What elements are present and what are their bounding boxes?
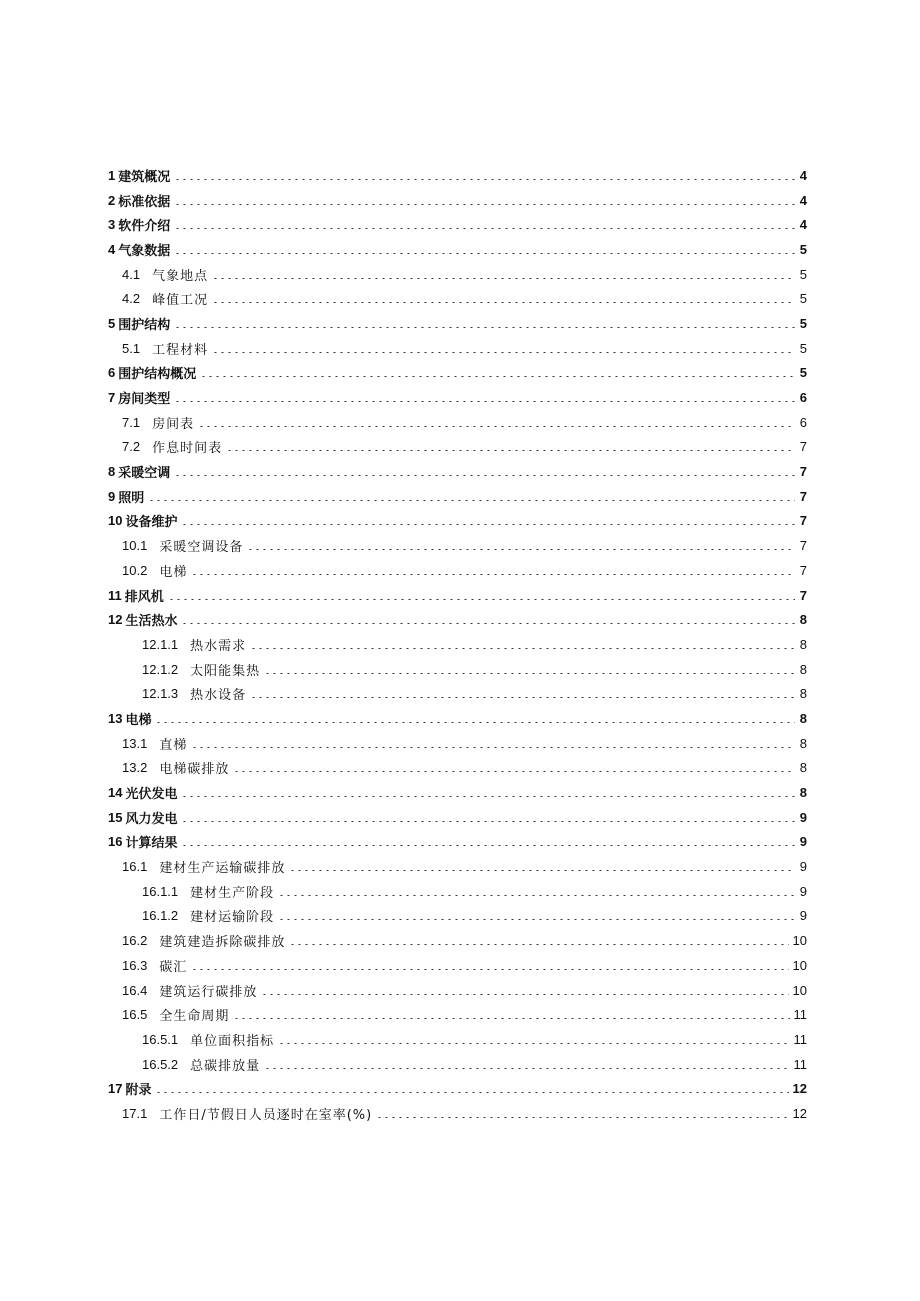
toc-entry-page-number: 5	[799, 266, 807, 282]
dot-leader	[376, 1117, 788, 1118]
toc-entry[interactable]	[0, 632, 920, 657]
dot-leader	[181, 821, 795, 822]
toc-entry-number: 14	[108, 785, 123, 801]
toc-entry[interactable]	[0, 336, 920, 361]
toc-entry-title: 作息时间表	[152, 441, 223, 457]
toc-entry[interactable]	[0, 509, 920, 534]
dot-leader	[278, 895, 795, 896]
toc-entry[interactable]	[0, 657, 920, 682]
toc-entry-title: 计算结果	[125, 836, 178, 852]
toc-entry-title: 电梯	[159, 564, 188, 580]
toc-entry[interactable]	[0, 805, 920, 830]
dot-leader	[155, 1092, 788, 1093]
toc-entry-title: 附录	[125, 1083, 152, 1099]
dot-leader	[261, 994, 788, 995]
toc-entry-title: 单位面积指标	[190, 1033, 275, 1049]
dot-leader	[191, 574, 795, 575]
dot-leader	[212, 352, 795, 353]
toc-entry-number: 13.1	[122, 735, 148, 751]
toc-entry-page-number: 9	[799, 859, 807, 875]
toc-entry-page-number: 9	[799, 883, 807, 899]
toc-entry-number: 13.2	[122, 760, 148, 776]
toc-entry-title: 建筑运行碳排放	[159, 984, 258, 1000]
toc-entry-number: 4.1	[122, 266, 141, 282]
toc-entry[interactable]	[0, 854, 920, 879]
toc-entry-number: 5.1	[122, 340, 141, 356]
toc-entry-number: 1	[108, 167, 116, 183]
toc-entry-title: 房间表	[152, 416, 195, 432]
dot-leader	[168, 599, 795, 600]
dot-leader	[198, 426, 795, 427]
toc-entry-page-number: 8	[799, 710, 807, 726]
toc-entry-title: 围护结构	[118, 317, 171, 333]
toc-entry-page-number: 7	[799, 488, 807, 504]
toc-entry-number: 4.2	[122, 291, 141, 307]
toc-entry[interactable]	[0, 286, 920, 311]
dot-leader	[174, 228, 795, 229]
toc-entry[interactable]	[0, 435, 920, 460]
toc-entry-page-number: 8	[799, 686, 807, 702]
toc-entry-number: 16.1.2	[142, 908, 179, 924]
toc-entry-page-number: 7	[799, 439, 807, 455]
toc-entry[interactable]	[0, 1027, 920, 1052]
dot-leader	[174, 253, 795, 254]
toc-entry[interactable]	[0, 311, 920, 336]
toc-entry-title: 峰值工况	[152, 293, 209, 309]
toc-entry[interactable]	[0, 681, 920, 706]
dot-leader	[226, 450, 795, 451]
toc-entry[interactable]	[0, 385, 920, 410]
toc-entry-page-number: 9	[799, 834, 807, 850]
toc-entry-title: 建筑建造拆除碳排放	[159, 935, 286, 951]
dot-leader	[174, 475, 795, 476]
toc-entry[interactable]	[0, 904, 920, 929]
toc-entry-page-number: 5	[799, 365, 807, 381]
toc-entry-title: 直梯	[159, 737, 188, 753]
toc-entry[interactable]	[0, 731, 920, 756]
toc-entry-number: 12	[108, 612, 123, 628]
toc-entry-page-number: 8	[799, 636, 807, 652]
toc-entry[interactable]	[0, 163, 920, 188]
toc-entry-title: 标准依据	[118, 194, 171, 210]
toc-entry[interactable]	[0, 459, 920, 484]
toc-entry-page-number: 11	[793, 1007, 807, 1023]
toc-entry[interactable]	[0, 879, 920, 904]
toc-entry-page-number: 10	[792, 933, 807, 949]
toc-entry-page-number: 8	[799, 661, 807, 677]
dot-leader	[212, 302, 795, 303]
toc-entry-page-number: 7	[799, 464, 807, 480]
toc-entry-number: 16.5	[122, 1007, 148, 1023]
toc-entry-title: 排风机	[124, 589, 164, 605]
toc-entry-number: 11	[108, 587, 122, 603]
toc-entry-number: 12.1.3	[142, 686, 179, 702]
toc-entry[interactable]	[0, 928, 920, 953]
toc-entry[interactable]	[0, 1076, 920, 1101]
dot-leader	[278, 919, 795, 920]
toc-entry[interactable]	[0, 361, 920, 386]
toc-entry-number: 3	[108, 217, 116, 233]
dot-leader	[247, 549, 795, 550]
dot-leader	[181, 524, 795, 525]
toc-entry-number: 2	[108, 192, 116, 208]
toc-entry-number: 10.2	[122, 562, 148, 578]
toc-entry-number: 16.1.1	[142, 883, 179, 899]
toc-entry-title: 软件介绍	[118, 219, 171, 235]
dot-leader	[233, 1018, 789, 1019]
toc-entry-number: 9	[108, 488, 116, 504]
toc-entry-number: 12.1.2	[142, 661, 179, 677]
toc-entry-number: 15	[108, 809, 123, 825]
dot-leader	[289, 944, 788, 945]
dot-leader	[191, 969, 788, 970]
dot-leader	[264, 673, 795, 674]
toc-entry-title: 热水设备	[190, 688, 247, 704]
toc-entry[interactable]	[0, 237, 920, 262]
toc-entry-page-number: 6	[799, 414, 807, 430]
toc-entry-number: 10	[108, 513, 123, 529]
toc-entry-title: 照明	[118, 490, 145, 506]
toc-entry-page-number: 5	[799, 241, 807, 257]
toc-entry[interactable]	[0, 484, 920, 509]
toc-entry-page-number: 4	[799, 192, 807, 208]
dot-leader	[174, 401, 795, 402]
toc-entry-number: 17	[108, 1081, 123, 1097]
dot-leader	[264, 1068, 789, 1069]
toc-entry-page-number: 4	[799, 167, 807, 183]
toc-entry-page-number: 8	[799, 760, 807, 776]
toc-entry-title: 工程材料	[152, 342, 209, 358]
toc-entry-page-number: 12	[792, 1081, 807, 1097]
toc-entry-page-number: 8	[799, 612, 807, 628]
toc-entry-page-number: 7	[799, 587, 807, 603]
toc-entry-page-number: 4	[799, 217, 807, 233]
toc-entry-title: 采暖空调	[118, 466, 171, 482]
toc-entry-number: 17.1	[122, 1105, 148, 1121]
toc-entry-number: 16	[108, 834, 123, 850]
toc-entry-page-number: 10	[792, 957, 807, 973]
toc-entry-title: 太阳能集热	[190, 663, 261, 679]
toc-entry[interactable]	[0, 1052, 920, 1077]
toc-entry-title: 光伏发电	[125, 787, 178, 803]
toc-entry-page-number: 9	[799, 908, 807, 924]
dot-leader	[250, 697, 795, 698]
toc-entry-number: 7	[108, 390, 116, 406]
dot-leader	[191, 747, 795, 748]
toc-entry-title: 气象地点	[152, 268, 209, 284]
toc-entry-number: 10.1	[122, 538, 148, 554]
toc-entry-number: 13	[108, 710, 123, 726]
dot-leader	[174, 179, 795, 180]
toc-entry-title: 建材生产运输碳排放	[159, 861, 286, 877]
toc-entry-page-number: 5	[799, 340, 807, 356]
table-of-contents	[0, 163, 920, 1126]
toc-entry[interactable]	[0, 756, 920, 781]
toc-entry-page-number: 8	[799, 785, 807, 801]
toc-entry-title: 全生命周期	[159, 1009, 230, 1025]
toc-entry-page-number: 5	[799, 315, 807, 331]
toc-entry-page-number: 5	[799, 291, 807, 307]
toc-entry-number: 7.2	[122, 439, 141, 455]
toc-entry[interactable]	[0, 558, 920, 583]
dot-leader	[181, 845, 795, 846]
toc-entry[interactable]	[0, 706, 920, 731]
toc-entry-number: 6	[108, 365, 116, 381]
toc-entry-page-number: 8	[799, 735, 807, 751]
toc-entry-title: 建筑概况	[118, 169, 171, 185]
toc-entry-title: 设备维护	[125, 515, 178, 531]
toc-entry-number: 5	[108, 315, 116, 331]
toc-entry-title: 风力发电	[125, 811, 178, 827]
dot-leader	[212, 278, 795, 279]
toc-entry-number: 16.1	[122, 859, 148, 875]
dot-leader	[155, 722, 795, 723]
toc-entry-title: 建材生产阶段	[190, 885, 275, 901]
toc-entry-number: 16.2	[122, 933, 148, 949]
toc-entry-page-number: 11	[793, 1031, 807, 1047]
toc-entry-title: 电梯碳排放	[159, 762, 230, 778]
dot-leader	[278, 1043, 789, 1044]
toc-entry-number: 12.1.1	[142, 636, 179, 652]
toc-entry-title: 总碳排放量	[190, 1058, 261, 1074]
dot-leader	[200, 376, 795, 377]
toc-entry[interactable]	[0, 533, 920, 558]
toc-entry[interactable]	[0, 262, 920, 287]
toc-entry[interactable]	[0, 212, 920, 237]
dot-leader	[174, 204, 795, 205]
toc-entry-title: 采暖空调设备	[159, 540, 244, 556]
toc-entry[interactable]	[0, 953, 920, 978]
toc-entry-number: 16.4	[122, 982, 148, 998]
toc-entry[interactable]	[0, 583, 920, 608]
toc-entry-number: 4	[108, 241, 116, 257]
toc-entry-title: 热水需求	[190, 638, 247, 654]
toc-entry-number: 8	[108, 464, 116, 480]
dot-leader	[289, 870, 795, 871]
toc-entry-title: 房间类型	[118, 392, 171, 408]
toc-entry[interactable]	[0, 1101, 920, 1126]
toc-entry-title: 工作日/节假日人员逐时在室率(%)	[159, 1107, 373, 1123]
toc-entry-page-number: 7	[799, 538, 807, 554]
toc-entry-number: 16.3	[122, 957, 148, 973]
toc-entry[interactable]	[0, 978, 920, 1003]
dot-leader	[174, 327, 795, 328]
toc-entry[interactable]	[0, 1002, 920, 1027]
dot-leader	[250, 648, 795, 649]
toc-entry-page-number: 12	[792, 1105, 807, 1121]
toc-entry-title: 围护结构概况	[118, 367, 197, 383]
dot-leader	[148, 500, 795, 501]
toc-entry[interactable]	[0, 607, 920, 632]
toc-entry-title: 生活热水	[125, 614, 178, 630]
toc-entry-page-number: 11	[793, 1056, 807, 1072]
toc-entry-title: 碳汇	[159, 959, 188, 975]
toc-entry-number: 7.1	[122, 414, 141, 430]
toc-entry-page-number: 9	[799, 809, 807, 825]
toc-entry-page-number: 7	[799, 513, 807, 529]
toc-entry[interactable]	[0, 780, 920, 805]
toc-entry-title: 电梯	[125, 712, 152, 728]
toc-entry-page-number: 6	[799, 390, 807, 406]
toc-entry-title: 建材运输阶段	[190, 910, 275, 926]
toc-entry[interactable]	[0, 188, 920, 213]
toc-entry-number: 16.5.2	[142, 1056, 179, 1072]
toc-entry-page-number: 7	[799, 562, 807, 578]
dot-leader	[233, 771, 795, 772]
toc-entry[interactable]	[0, 830, 920, 855]
dot-leader	[181, 623, 795, 624]
toc-entry[interactable]	[0, 410, 920, 435]
toc-entry-page-number: 10	[792, 982, 807, 998]
toc-entry-number: 16.5.1	[142, 1031, 179, 1047]
toc-entry-title: 气象数据	[118, 243, 171, 259]
dot-leader	[181, 796, 795, 797]
